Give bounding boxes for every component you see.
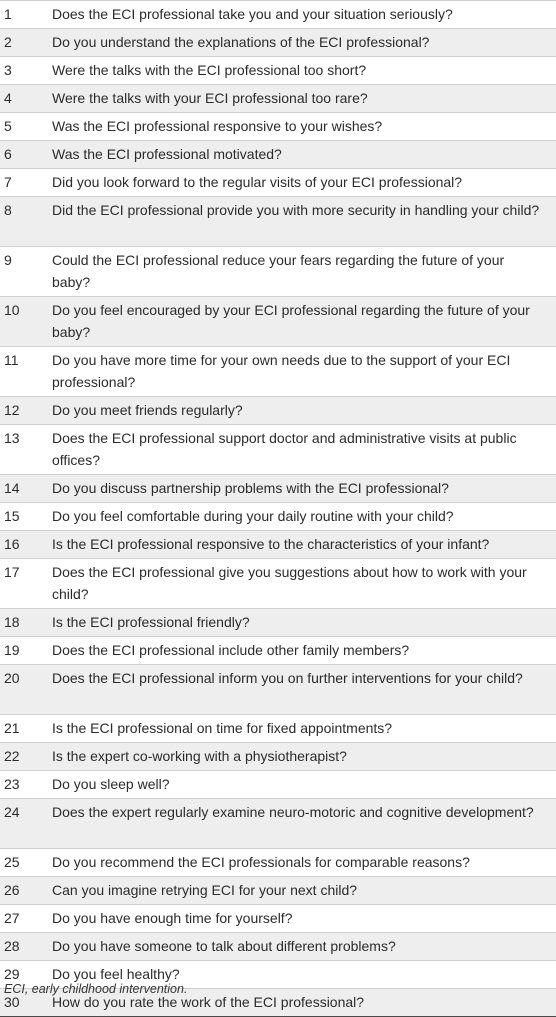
table-row	[0, 742, 556, 770]
table-row	[0, 714, 556, 742]
table-footnote: ECI, early childhood intervention.	[4, 982, 188, 996]
item-number: 16	[4, 536, 20, 552]
item-number: 14	[4, 480, 20, 496]
table-row	[0, 28, 556, 56]
item-number: 30	[4, 994, 20, 1010]
item-number: 29	[4, 966, 20, 982]
table-row	[0, 636, 556, 664]
item-number: 24	[4, 804, 20, 820]
item-number: 6	[4, 146, 12, 162]
item-number: 20	[4, 670, 20, 686]
item-number: 15	[4, 508, 20, 524]
item-question: Do you sleep well?	[52, 776, 170, 792]
item-number: 10	[4, 302, 20, 318]
item-question: Does the ECI professional take you and your situation seriously?	[52, 6, 453, 22]
table-row	[0, 396, 556, 424]
item-question: Does the ECI professional give you suggestions about how to work with your child?	[52, 564, 527, 602]
table-row	[0, 664, 556, 714]
table-row	[0, 84, 556, 112]
item-number: 21	[4, 720, 20, 736]
item-question: Does the ECI professional inform you on further interventions for your child?	[52, 670, 523, 686]
item-number: 1	[4, 6, 12, 22]
table-row	[0, 848, 556, 876]
table-row	[0, 876, 556, 904]
item-question: Do you feel comfortable during your daily routine with your child?	[52, 508, 454, 524]
item-number: 18	[4, 614, 20, 630]
item-question: Do you feel encouraged by your ECI professional regarding the future of your baby?	[52, 302, 530, 340]
item-number: 19	[4, 642, 20, 658]
item-question: Does the ECI professional include other family members?	[52, 642, 410, 658]
table-row	[0, 932, 556, 960]
item-number: 12	[4, 402, 20, 418]
item-number: 28	[4, 938, 20, 954]
item-question: Do you feel healthy?	[52, 966, 180, 982]
item-question: Do you have enough time for yourself?	[52, 910, 293, 926]
table-row	[0, 904, 556, 932]
table-row	[0, 346, 556, 396]
item-question: Do you recommend the ECI professionals for comparable reasons?	[52, 854, 470, 870]
item-question: Does the ECI professional support doctor and administrative visits at public offices?	[52, 430, 517, 468]
item-number: 7	[4, 174, 12, 190]
item-number: 17	[4, 564, 20, 580]
item-question: Were the talks with the ECI professional too short?	[52, 62, 367, 78]
item-number: 13	[4, 430, 20, 446]
item-number: 4	[4, 90, 12, 106]
item-number: 9	[4, 252, 12, 268]
table-row	[0, 798, 556, 848]
table-row	[0, 424, 556, 474]
item-question: Do you discuss partnership problems with the ECI professional?	[52, 480, 449, 496]
table-row	[0, 56, 556, 84]
table-row	[0, 196, 556, 246]
item-number: 23	[4, 776, 20, 792]
item-question: Do you meet friends regularly?	[52, 402, 243, 418]
table-row	[0, 0, 556, 28]
item-number: 5	[4, 118, 12, 134]
item-question: Was the ECI professional responsive to your wishes?	[52, 118, 383, 134]
item-question: Is the ECI professional responsive to the characteristics of your infant?	[52, 536, 490, 552]
item-question: Did the ECI professional provide you with more security in handling your child?	[52, 202, 540, 218]
item-question: Is the expert co-working with a physiotherapist?	[52, 748, 347, 764]
item-question: Is the ECI professional on time for fixed appointments?	[52, 720, 393, 736]
table-row	[0, 296, 556, 346]
table-row	[0, 558, 556, 608]
item-question: Can you imagine retrying ECI for your next child?	[52, 882, 358, 898]
table-row	[0, 608, 556, 636]
item-question: Did you look forward to the regular visits of your ECI professional?	[52, 174, 463, 190]
item-number: 27	[4, 910, 20, 926]
table-row	[0, 140, 556, 168]
item-number: 22	[4, 748, 20, 764]
table-row	[0, 530, 556, 558]
item-question: Could the ECI professional reduce your fears regarding the future of your baby?	[52, 252, 505, 290]
item-question: Does the expert regularly examine neuro-motoric and cognitive development?	[52, 804, 534, 820]
table-row	[0, 474, 556, 502]
item-number: 3	[4, 62, 12, 78]
table-row	[0, 246, 556, 296]
item-question: Do you have more time for your own needs due to the support of your ECI professional?	[52, 352, 511, 390]
table-row	[0, 112, 556, 140]
item-number: 8	[4, 202, 12, 218]
item-number: 11	[4, 352, 19, 368]
item-number: 26	[4, 882, 20, 898]
item-question: Do you have someone to talk about different problems?	[52, 938, 396, 954]
table-row	[0, 168, 556, 196]
item-number: 2	[4, 34, 12, 50]
item-question: Was the ECI professional motivated?	[52, 146, 282, 162]
item-question: Is the ECI professional friendly?	[52, 614, 250, 630]
item-question: Were the talks with your ECI professional too rare?	[52, 90, 368, 106]
item-question: Do you understand the explanations of the ECI professional?	[52, 34, 430, 50]
table-row	[0, 502, 556, 530]
table-row	[0, 770, 556, 798]
item-question: How do you rate the work of the ECI professional?	[52, 994, 365, 1010]
item-number: 25	[4, 854, 20, 870]
